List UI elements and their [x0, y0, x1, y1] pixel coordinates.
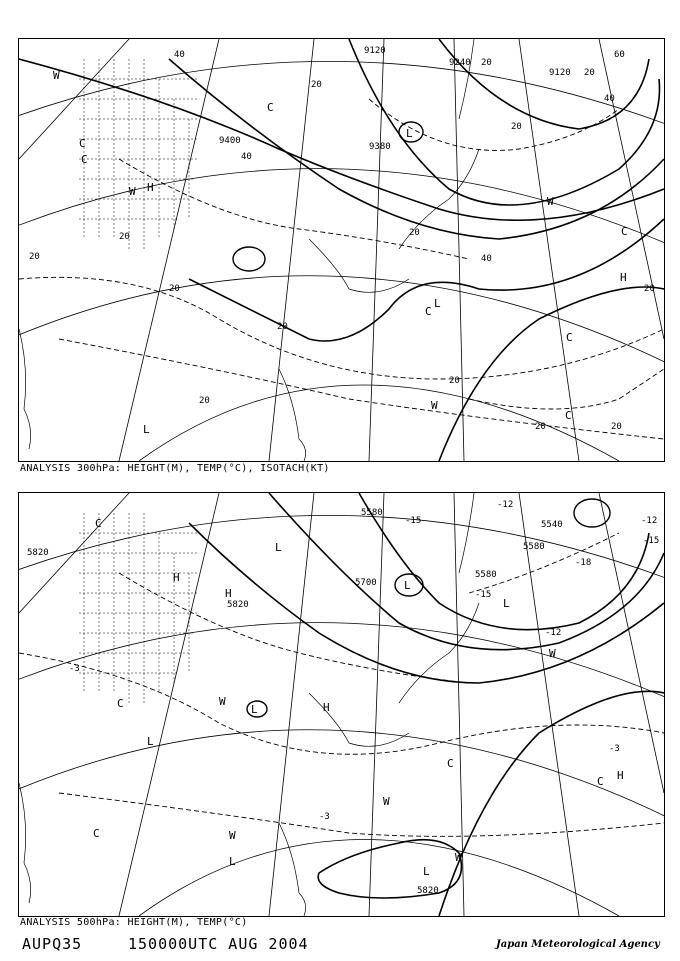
system-marker: L [503, 597, 510, 610]
contour-label: 9400 [219, 136, 241, 146]
contour-label: -3 [69, 664, 80, 674]
height-contours [189, 493, 664, 916]
system-marker: L [275, 541, 282, 554]
system-marker: W [219, 695, 226, 708]
contour-label: 20 [311, 80, 322, 90]
system-marker: C [447, 757, 454, 770]
system-marker: H [147, 181, 154, 194]
system-marker: W [547, 195, 554, 208]
contour-label: 40 [241, 152, 252, 162]
contour-label: 20 [535, 422, 546, 432]
system-marker: C [565, 409, 572, 422]
contour-label: -12 [641, 516, 658, 526]
contour-label: -12 [545, 628, 562, 638]
caption-500hpa: ANALYSIS 500hPa: HEIGHT(M), TEMP(°C) [20, 917, 248, 928]
contour-label: 5580 [475, 570, 497, 580]
closed-contours [233, 122, 423, 271]
contour-label: 20 [481, 58, 492, 68]
contour-label: 20 [511, 122, 522, 132]
contour-label: 9120 [364, 46, 386, 56]
contour-label: -15 [475, 590, 492, 600]
contour-label: 20 [584, 68, 595, 78]
contour-label: -3 [609, 744, 620, 754]
contour-label: 20 [199, 396, 210, 406]
system-marker: H [173, 571, 180, 584]
terrain-hatching [79, 59, 199, 249]
contour-label: 20 [409, 228, 420, 238]
analysis-500hpa-map [18, 492, 665, 917]
contour-label: -3 [319, 812, 330, 822]
terrain-hatching [79, 513, 199, 703]
caption-300hpa: ANALYSIS 300hPa: HEIGHT(M), TEMP(°C), ISOTACH(KT) [20, 463, 330, 474]
valid-time: 150000UTC AUG 2004 [128, 935, 309, 953]
contour-label: 40 [174, 50, 185, 60]
contour-labels [29, 46, 655, 432]
system-marker: C [95, 517, 102, 530]
system-marker: W [53, 69, 60, 82]
contour-label: 5820 [227, 600, 249, 610]
contour-label: 5700 [355, 578, 377, 588]
contour-label: 40 [481, 254, 492, 264]
system-marker: H [617, 769, 624, 782]
contour-label: 5580 [361, 508, 383, 518]
contour-label: 20 [449, 376, 460, 386]
pressure-system-markers [93, 517, 624, 878]
system-marker: C [93, 827, 100, 840]
system-marker: L [406, 127, 413, 140]
system-marker: C [117, 697, 124, 710]
contour-label: 40 [604, 94, 615, 104]
system-marker: C [425, 305, 432, 318]
system-marker: W [431, 399, 438, 412]
contour-label: 20 [277, 322, 288, 332]
system-marker: C [267, 101, 274, 114]
system-marker: L [143, 423, 150, 436]
contour-label: 5540 [541, 520, 563, 530]
agency-name: Japan Meteorological Agency [496, 939, 660, 950]
meridian-lines [19, 493, 664, 916]
contour-label: 5580 [523, 542, 545, 552]
contour-label: 5820 [417, 886, 439, 896]
temperature-contours [19, 533, 664, 836]
system-marker: H [620, 271, 627, 284]
system-marker: L [434, 297, 441, 310]
system-marker: C [81, 153, 88, 166]
system-marker: L [423, 865, 430, 878]
contour-label: 9120 [549, 68, 571, 78]
latitude-lines [19, 515, 664, 916]
contour-label: 20 [119, 232, 130, 242]
system-marker: H [323, 701, 330, 714]
contour-label: 9240 [449, 58, 471, 68]
contour-label: 20 [611, 422, 622, 432]
contour-label: 9380 [369, 142, 391, 152]
latitude-lines [19, 61, 664, 461]
contour-label: 20 [169, 284, 180, 294]
contour-label: -15 [643, 536, 660, 546]
contour-label: -18 [575, 558, 592, 568]
contour-label: 60 [614, 50, 625, 60]
chart-code: AUPQ35 [22, 935, 83, 953]
contour-label: -12 [497, 500, 514, 510]
system-marker: W [129, 185, 136, 198]
map-300hpa-canvas [19, 39, 664, 461]
system-marker: W [383, 795, 390, 808]
system-marker: W [455, 851, 462, 864]
system-marker: L [251, 703, 258, 716]
contour-label: 20 [29, 252, 40, 262]
analysis-300hpa-map [18, 38, 665, 462]
system-marker: W [229, 829, 236, 842]
system-marker: C [79, 137, 86, 150]
pressure-system-markers [53, 69, 628, 436]
contour-label: 5820 [27, 548, 49, 558]
system-marker: C [621, 225, 628, 238]
contour-label: 20 [644, 284, 655, 294]
contour-label: -15 [405, 516, 422, 526]
coastlines [19, 39, 479, 461]
system-marker: L [229, 855, 236, 868]
system-marker: H [225, 587, 232, 600]
system-marker: L [147, 735, 154, 748]
system-marker: W [549, 647, 556, 660]
map-500hpa-canvas [19, 493, 664, 916]
system-marker: C [597, 775, 604, 788]
system-marker: C [566, 331, 573, 344]
isotach-contours [19, 99, 664, 439]
system-marker: L [404, 579, 411, 592]
